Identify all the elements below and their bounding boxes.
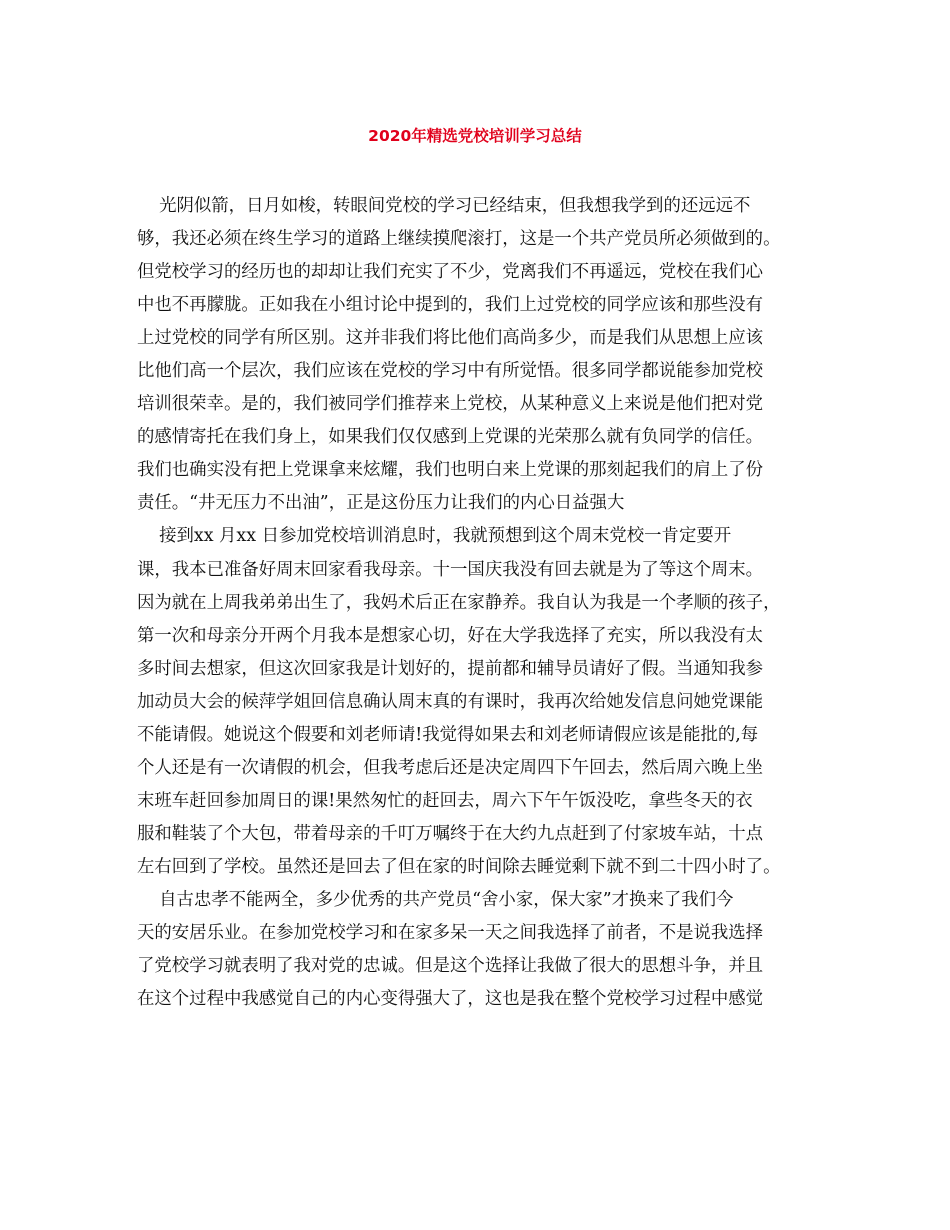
- text-line: 在这个过程中我感觉自己的内心变得强大了，这也是我在整个党校学习过程中感觉: [137, 989, 764, 1010]
- text-line: 中也不再朦胧。正如我在小组讨论中提到的，我们上过党校的同学应该和那些没有: [137, 295, 764, 316]
- text-line: 接到xx 月xx 日参加党校培训消息时，我就预想到这个周末党校一肯定要开: [137, 526, 732, 547]
- text-line: 的感情寄托在我们身上，如果我们仅仅感到上党课的光荣那么就有负同学的信任。: [137, 427, 764, 448]
- text-line: 比他们高一个层次，我们应该在党校的学习中有所觉悟。很多同学都说能参加党校: [137, 361, 764, 382]
- text-line: 服和鞋装了个大包，带着母亲的千叮万嘱终于在大约九点赶到了付家坡车站，十点: [137, 823, 764, 844]
- text-line: 上过党校的同学有所区别。这并非我们将比他们高尚多少，而是我们从思想上应该: [137, 328, 764, 349]
- document-title: 2020年精选党校培训学习总结: [368, 127, 582, 145]
- text-line: 加动员大会的候萍学姐回信息确认周末真的有课时，我再次给她发信息问她党课能: [137, 691, 764, 712]
- text-line: 了党校学习就表明了我对党的忠诚。但是这个选择让我做了很大的思想斗争，并且: [137, 956, 764, 977]
- text-line: 我们也确实没有把上党课拿来炫耀，我们也明白来上党课的那刻起我们的肩上了份: [137, 460, 764, 481]
- text-line: 责任。“井无压力不出油”，正是这份压力让我们的内心日益强大: [137, 493, 625, 514]
- text-line: 第一次和母亲分开两个月我本是想家心切，好在大学我选择了充实，所以我没有太: [137, 625, 764, 646]
- text-line: 因为就在上周我弟弟出生了，我妈术后正在家静养。我自认为我是一个孝顺的孩子，: [137, 592, 781, 613]
- text-line: 课，我本已准备好周末回家看我母亲。十一国庆我没有回去就是为了等这个周末。: [137, 559, 764, 580]
- text-line: 天的安居乐业。在参加党校学习和在家多呆一天之间我选择了前者，不是说我选择: [137, 923, 764, 944]
- text-line: 左右回到了学校。虽然还是回去了但在家的时间除去睡觉剩下就不到二十四小时了。: [137, 856, 781, 877]
- text-line: 末班车赶回参加周日的课!果然匆忙的赶回去，周六下午午饭没吃，拿些冬天的衣: [137, 790, 753, 811]
- text-line: 但党校学习的经历也的却却让我们充实了不少，党离我们不再遥远，党校在我们心: [137, 262, 764, 283]
- text-line: 多时间去想家，但这次回家我是计划好的，提前都和辅导员请好了假。当通知我参: [137, 658, 764, 679]
- text-line: 够，我还必须在终生学习的道路上继续摸爬滚打，这是一个共产党员所必须做到的。: [137, 229, 781, 250]
- text-line: 培训很荣幸。是的，我们被同学们推荐来上党校，从某种意义上来说是他们把对党: [137, 394, 764, 415]
- text-line: 自古忠孝不能两全，多少优秀的共产党员“舍小家，保大家”才换来了我们今: [137, 889, 734, 910]
- text-line: 个人还是有一次请假的机会，但我考虑后还是决定周四下午回去，然后周六晚上坐: [137, 757, 764, 778]
- text-line: 光阴似箭，日月如梭，转眼间党校的学习已经结束，但我想我学到的还远远不: [137, 196, 751, 216]
- text-line: 不能请假。她说这个假要和刘老师请!我觉得如果去和刘老师请假应该是能批的,每: [137, 724, 759, 745]
- document-body: [137, 190, 827, 1016]
